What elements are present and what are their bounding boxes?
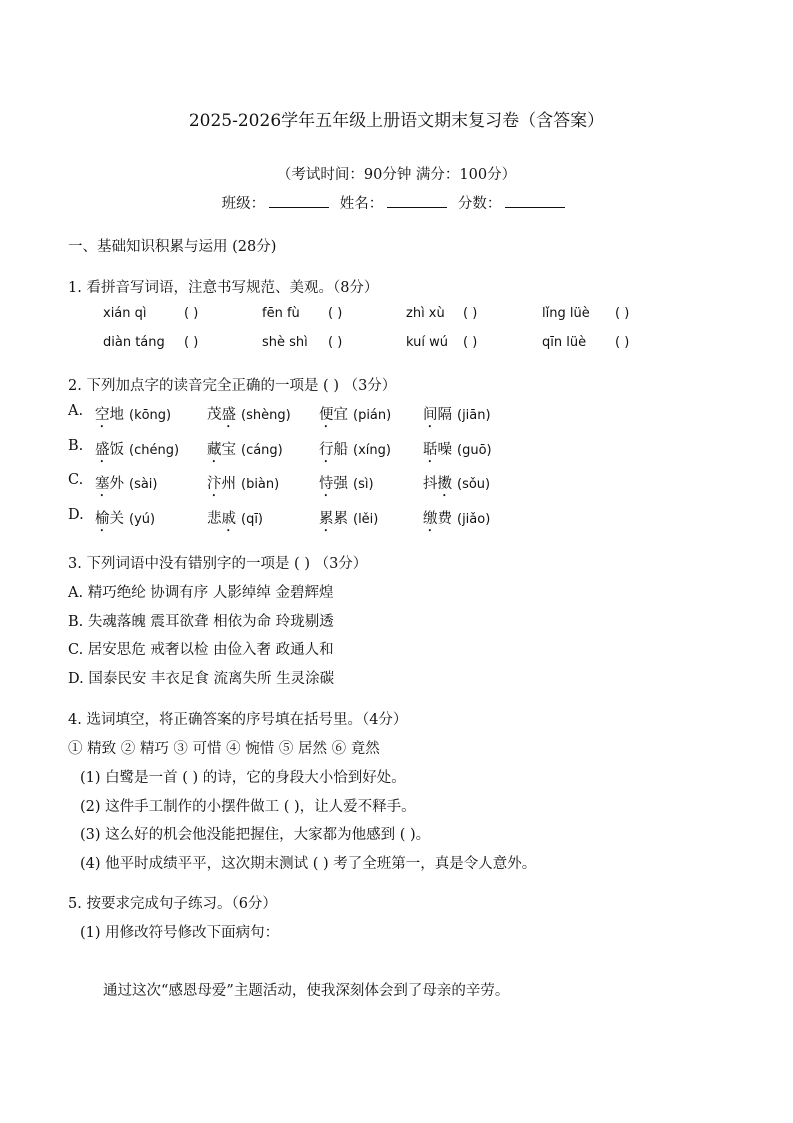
q1-answer-box[interactable]: ( )	[615, 306, 630, 321]
q2-word	[423, 507, 490, 535]
q2-pinyin: (kōng)	[129, 408, 172, 423]
q2-word	[319, 438, 391, 466]
q1-pinyin: diàn táng	[103, 335, 165, 350]
q4-word-choices: ① 精致 ② 精巧 ③ 可惜 ④ 惋惜 ⑤ 居然 ⑥ 竟然	[68, 741, 380, 757]
q2-dotted-char: 戚	[221, 511, 236, 527]
q2-word	[95, 438, 179, 466]
q2-word	[319, 472, 374, 500]
page-title: 2025-2026学年五年级上册语文期末复习卷（含答案）	[188, 111, 605, 131]
q2-word-char: 悲	[207, 511, 222, 527]
q1-answer-box[interactable]: ( )	[463, 306, 478, 321]
q3-stem: 3. 下列词语中没有错别字的一项是 ( ) （3分）	[68, 556, 368, 572]
q2-word-char: 抖	[423, 476, 438, 492]
q2-word-char: 宝	[221, 442, 236, 458]
q2-word-char: 关	[109, 511, 124, 527]
q1-pinyin: fēn fù	[262, 306, 300, 321]
q1-pinyin: xián qì	[103, 306, 147, 321]
q1-answer-box[interactable]: ( )	[184, 306, 199, 321]
q4-item: (1) 白鹭是一首 ( ) 的诗，它的身段大小恰到好处。	[80, 770, 406, 786]
q2-pinyin: (sì)	[353, 477, 374, 492]
q2-pinyin: (biàn)	[241, 477, 280, 492]
q1-answer-box[interactable]: ( )	[184, 335, 199, 350]
q1-pinyin: shè shì	[262, 335, 308, 350]
q2-word-char: 饭	[109, 442, 124, 458]
q1-pinyin: lǐng lüè	[542, 306, 590, 321]
q2-dotted-char: 行	[319, 442, 334, 458]
q2-pinyin: (yú)	[129, 512, 156, 527]
q2-dotted-char: 擞	[437, 476, 452, 492]
q2-pinyin: (xíng)	[353, 443, 391, 458]
q2-word	[423, 403, 491, 431]
q2-word	[423, 472, 490, 500]
q2-option-letter[interactable]: B.	[68, 438, 84, 454]
q2-pinyin: (guō)	[457, 443, 492, 458]
q2-pinyin: (shèng)	[241, 408, 291, 423]
q2-word-char: 外	[109, 476, 124, 492]
q2-pinyin: (sài)	[129, 477, 158, 492]
q2-word-char: 船	[333, 442, 348, 458]
q2-dotted-char: 聒	[423, 442, 438, 458]
q2-dotted-char: 汴	[207, 476, 222, 492]
q1-answer-box[interactable]: ( )	[328, 306, 343, 321]
q2-word-char: 茂	[207, 407, 222, 423]
q2-option-letter[interactable]: D.	[68, 507, 84, 523]
q2-dotted-char: 空	[95, 407, 110, 423]
q2-pinyin: (cáng)	[241, 443, 283, 458]
q5-faulty-sentence: 通过这次“感恩母爱”主题活动，使我深刻体会到了母亲的辛劳。	[103, 983, 510, 999]
q2-dotted-char: 恃	[319, 476, 334, 492]
score-label: 分数：	[457, 196, 502, 212]
q2-pinyin: (sǒu)	[457, 477, 491, 492]
q2-word	[423, 438, 492, 466]
q2-dotted-char: 盛	[221, 407, 236, 423]
q3-option[interactable]: B. 失魂落魄 震耳欲聋 相依为命 玲珑剔透	[68, 614, 334, 630]
q2-word-char: 州	[221, 476, 236, 492]
q2-word-char: 隔	[437, 407, 452, 423]
q2-word-char: 费	[437, 511, 452, 527]
score-blank[interactable]	[505, 193, 565, 208]
class-label: 班级：	[221, 196, 266, 212]
q4-stem: 4. 选词填空，将正确答案的序号填在括号里。（4分）	[68, 712, 408, 728]
q2-word-char: 噪	[437, 442, 452, 458]
q2-word	[95, 507, 155, 535]
q2-stem: 2. 下列加点字的读音完全正确的一项是 ( ) （3分）	[68, 378, 397, 394]
q2-pinyin: (chéng)	[129, 443, 180, 458]
q2-pinyin: (jiǎo)	[457, 512, 491, 527]
q2-dotted-char: 塞	[95, 476, 110, 492]
q2-word	[319, 403, 391, 431]
q1-pinyin: kuí wú	[406, 335, 448, 350]
q2-word	[95, 472, 158, 500]
q1-answer-box[interactable]: ( )	[615, 335, 630, 350]
q4-item: (4) 他平时成绩平平，这次期末测试 ( ) 考了全班第一，真是令人意外。	[80, 856, 537, 872]
q2-dotted-char: 间	[423, 407, 438, 423]
q2-word	[207, 472, 279, 500]
q1-answer-box[interactable]: ( )	[463, 335, 478, 350]
q1-answer-box[interactable]: ( )	[328, 335, 343, 350]
q2-dotted-char: 便	[319, 407, 334, 423]
name-label: 姓名：	[339, 196, 384, 212]
q2-dotted-char: 榆	[95, 511, 110, 527]
q1-pinyin: qīn lüè	[542, 335, 587, 350]
name-blank[interactable]	[387, 193, 447, 208]
q4-item: (3) 这么好的机会他没能把握住，大家都为他感到 ( )。	[80, 827, 431, 843]
q4-item: (2) 这件手工制作的小摆件做工 ( )，让人爱不释手。	[80, 799, 416, 815]
q5-stem: 5. 按要求完成句子练习。（6分）	[68, 896, 277, 912]
q1-pinyin: zhì xù	[406, 306, 445, 321]
q2-option-letter[interactable]: C.	[68, 472, 84, 488]
q2-word-char: 强	[333, 476, 348, 492]
q2-option-letter[interactable]: A.	[68, 403, 84, 419]
q3-option[interactable]: A. 精巧绝纶 协调有序 人影绰绰 金碧辉煌	[68, 585, 334, 601]
q2-word	[207, 438, 283, 466]
student-info-row	[0, 192, 793, 213]
q2-pinyin: (pián)	[353, 408, 392, 423]
q2-dotted-char: 缴	[423, 511, 438, 527]
section-heading: 一、基础知识积累与运用 (28分)	[68, 239, 277, 255]
q2-dotted-char: 盛	[95, 442, 110, 458]
q2-dotted-char: 藏	[207, 442, 222, 458]
exam-info: （考试时间：90分钟 满分：100分）	[276, 167, 517, 183]
q3-option[interactable]: D. 国泰民安 丰衣足食 流离失所 生灵涂碳	[68, 671, 335, 687]
q2-word	[319, 507, 378, 535]
q1-stem: 1. 看拼音写词语，注意书写规范、美观。（8分）	[68, 280, 379, 296]
q3-option[interactable]: C. 居安思危 戒奢以检 由俭入奢 政通人和	[68, 642, 334, 658]
q2-word	[207, 403, 291, 431]
q2-pinyin: (lěi)	[353, 512, 379, 527]
q2-word	[95, 403, 171, 431]
q2-dotted-char: 累	[319, 511, 334, 527]
q2-pinyin: (jiān)	[457, 408, 491, 423]
q2-pinyin: (qī)	[241, 512, 264, 527]
q5-sub1: (1) 用修改符号修改下面病句：	[80, 925, 280, 941]
q2-word	[207, 507, 263, 535]
q2-word-char: 地	[109, 407, 124, 423]
q2-word-char: 累	[333, 511, 348, 527]
class-blank[interactable]	[269, 193, 329, 208]
q2-word-char: 宜	[333, 407, 348, 423]
